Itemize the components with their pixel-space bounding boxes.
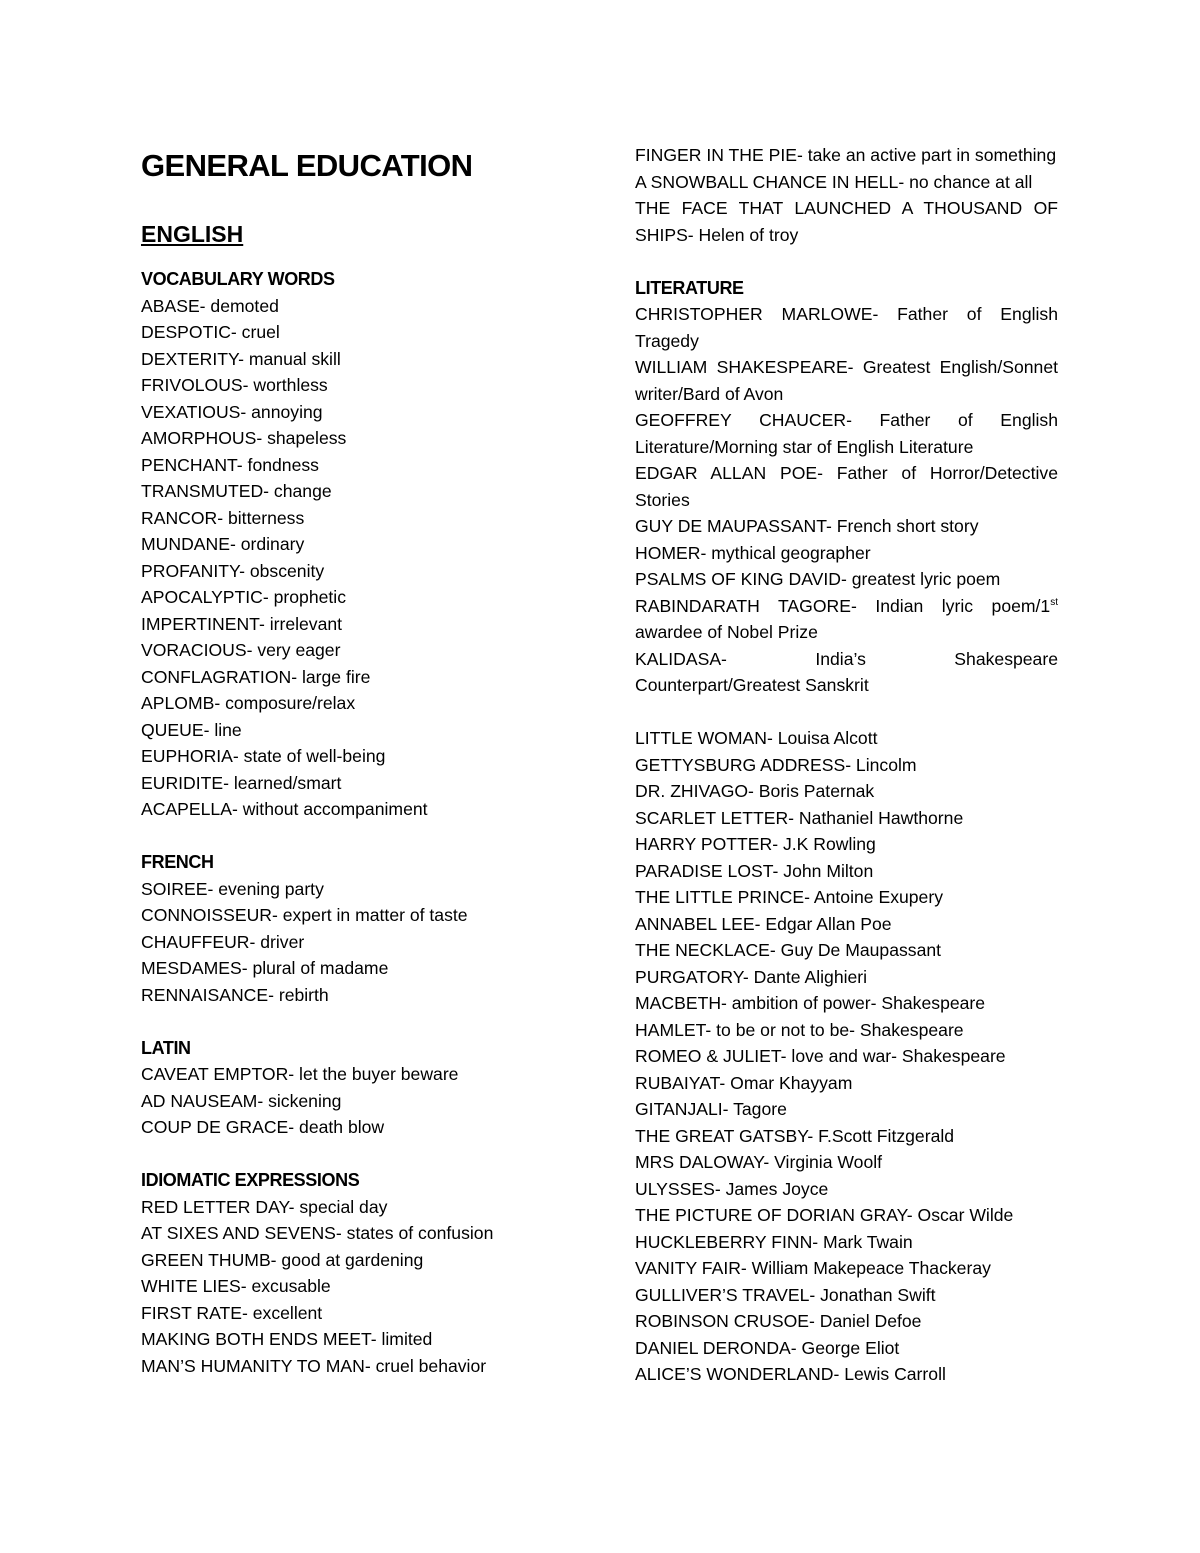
- vocabulary-item: VORACIOUS- very eager: [141, 640, 341, 660]
- vocabulary-item: DESPOTIC- cruel: [141, 322, 280, 342]
- vocabulary-item: RANCOR- bitterness: [141, 507, 305, 528]
- idiom-item: A SNOWBALL CHANCE IN HELL- no chance at all: [635, 171, 1033, 192]
- vocabulary-item: FRIVOLOUS- worthless: [141, 375, 328, 395]
- work-item: VANITY FAIR- William Makepeace Thackeray: [635, 1258, 991, 1278]
- work-item: ROBINSON CRUSOE- Daniel Defoe: [635, 1311, 922, 1331]
- vocabulary-heading: VOCABULARY WORDS: [141, 269, 335, 289]
- idioms-list: [141, 1194, 561, 1380]
- idiom-item: FINGER IN THE PIE- take an active part in something: [635, 145, 1057, 165]
- kalidasa-item: KALIDASA- India’s Shakespeare Counterpart/Greatest Sanskrit: [635, 648, 1058, 695]
- idiom-item: GREEN THUMB- good at gardening: [141, 1249, 424, 1270]
- idiom-item: FIRST RATE- excellent: [141, 1302, 323, 1323]
- left-column: [141, 142, 561, 1379]
- work-item: PURGATORY- Dante Alighieri: [635, 966, 868, 987]
- author-item: HOMER- mythical geographer: [635, 542, 871, 563]
- idiom-item: WHITE LIES- excusable: [141, 1276, 331, 1296]
- author-item: GEOFFREY CHAUCER- Father of English Literature/Morning star of English Literature: [635, 410, 1058, 457]
- vocabulary-item: EURIDITE- learned/smart: [141, 772, 342, 793]
- work-item: DANIEL DERONDA- George Eliot: [635, 1337, 900, 1358]
- latin-item: CAVEAT EMPTOR- let the buyer beware: [141, 1064, 459, 1084]
- work-item: LITTLE WOMAN- Louisa Alcott: [635, 728, 878, 748]
- vocabulary-item: EUPHORIA- state of well-being: [141, 746, 386, 766]
- work-item: HARRY POTTER- J.K Rowling: [635, 834, 876, 854]
- work-item: ULYSSES- James Joyce: [635, 1178, 829, 1199]
- idioms-continued-list: [635, 142, 1058, 248]
- vocabulary-item: VEXATIOUS- annoying: [141, 401, 323, 422]
- ordinal-superscript: st: [1050, 596, 1058, 608]
- work-item: THE NECKLACE- Guy De Maupassant: [635, 940, 942, 960]
- vocabulary-item: ABASE- demoted: [141, 295, 279, 316]
- vocabulary-item: PENCHANT- fondness: [141, 454, 319, 475]
- work-item: DR. ZHIVAGO- Boris Paternak: [635, 781, 875, 801]
- author-item: CHRISTOPHER MARLOWE- Father of English Tragedy: [635, 304, 1058, 351]
- idiom-item: THE FACE THAT LAUNCHED A THOUSAND OF SHIPS- Helen of troy: [635, 198, 1058, 245]
- work-item: ALICE’S WONDERLAND- Lewis Carroll: [635, 1364, 946, 1384]
- french-item: CHAUFFEUR- driver: [141, 931, 305, 952]
- work-item: THE PICTURE OF DORIAN GRAY- Oscar Wilde: [635, 1205, 1014, 1225]
- work-item: MRS DALOWAY- Virginia Woolf: [635, 1152, 883, 1172]
- author-item: PSALMS OF KING DAVID- greatest lyric poem: [635, 569, 1001, 589]
- latin-heading: LATIN: [141, 1037, 191, 1058]
- vocabulary-item: TRANSMUTED- change: [141, 481, 332, 501]
- vocabulary-item: AMORPHOUS- shapeless: [141, 428, 347, 448]
- work-item: HUCKLEBERRY FINN- Mark Twain: [635, 1231, 913, 1252]
- work-item: RUBAIYAT- Omar Khayyam: [635, 1072, 853, 1093]
- vocabulary-item: PROFANITY- obscenity: [141, 560, 325, 581]
- work-item: GITANJALI- Tagore: [635, 1099, 787, 1119]
- author-item: EDGAR ALLAN POE- Father of Horror/Detective Stories: [635, 463, 1058, 510]
- work-item: PARADISE LOST- John Milton: [635, 860, 874, 881]
- subject-heading: ENGLISH: [141, 221, 244, 247]
- vocabulary-item: DEXTERITY- manual skill: [141, 348, 341, 369]
- vocabulary-item: APLOMB- composure/relax: [141, 693, 356, 713]
- french-item: MESDAMES- plural of madame: [141, 958, 389, 978]
- idiom-item: MAKING BOTH ENDS MEET- limited: [141, 1329, 433, 1349]
- literature-heading: LITERATURE: [635, 277, 744, 298]
- work-item: MACBETH- ambition of power- Shakespeare: [635, 993, 986, 1013]
- authors-list: [635, 301, 1058, 593]
- page-title: GENERAL EDUCATION: [141, 148, 473, 183]
- idiom-item: MAN’S HUMANITY TO MAN- cruel behavior: [141, 1355, 487, 1376]
- french-list: [141, 876, 561, 1009]
- vocabulary-item: MUNDANE- ordinary: [141, 534, 305, 554]
- latin-list: [141, 1061, 561, 1141]
- work-item: GETTYSBURG ADDRESS- Lincolm: [635, 754, 917, 775]
- vocabulary-item: QUEUE- line: [141, 719, 242, 740]
- works-list: [635, 725, 1058, 1388]
- vocabulary-item: CONFLAGRATION- large fire: [141, 666, 371, 687]
- idiom-item: RED LETTER DAY- special day: [141, 1196, 388, 1217]
- work-item: GULLIVER’S TRAVEL- Jonathan Swift: [635, 1284, 936, 1305]
- work-item: SCARLET LETTER- Nathaniel Hawthorne: [635, 807, 964, 828]
- right-column: [635, 142, 1058, 1388]
- work-item: ANNABEL LEE- Edgar Allan Poe: [635, 913, 892, 934]
- author-item: WILLIAM SHAKESPEARE- Greatest English/Sonnet writer/Bard of Avon: [635, 357, 1058, 404]
- idioms-heading: IDIOMATIC EXPRESSIONS: [141, 1170, 360, 1190]
- tagore-item: RABINDARATH TAGORE- Indian lyric poem/1st awardee of Nobel Prize: [635, 595, 1058, 642]
- latin-item: COUP DE GRACE- death blow: [141, 1117, 385, 1137]
- french-heading: FRENCH: [141, 852, 214, 872]
- french-item: SOIREE- evening party: [141, 878, 324, 899]
- work-item: ROMEO & JULIET- love and war- Shakespeare: [635, 1046, 1006, 1066]
- vocabulary-list: [141, 293, 561, 823]
- vocabulary-item: APOCALYPTIC- prophetic: [141, 587, 347, 607]
- work-item: THE LITTLE PRINCE- Antoine Exupery: [635, 887, 944, 907]
- vocabulary-item: ACAPELLA- without accompaniment: [141, 799, 428, 819]
- work-item: THE GREAT GATSBY- F.Scott Fitzgerald: [635, 1125, 955, 1146]
- author-item: GUY DE MAUPASSANT- French short story: [635, 516, 979, 536]
- french-item: RENNAISANCE- rebirth: [141, 984, 329, 1005]
- vocabulary-item: IMPERTINENT- irrelevant: [141, 613, 343, 634]
- idiom-item: AT SIXES AND SEVENS- states of confusion: [141, 1223, 494, 1243]
- latin-item: AD NAUSEAM- sickening: [141, 1090, 342, 1111]
- french-item: CONNOISSEUR- expert in matter of taste: [141, 905, 468, 925]
- work-item: HAMLET- to be or not to be- Shakespeare: [635, 1019, 964, 1040]
